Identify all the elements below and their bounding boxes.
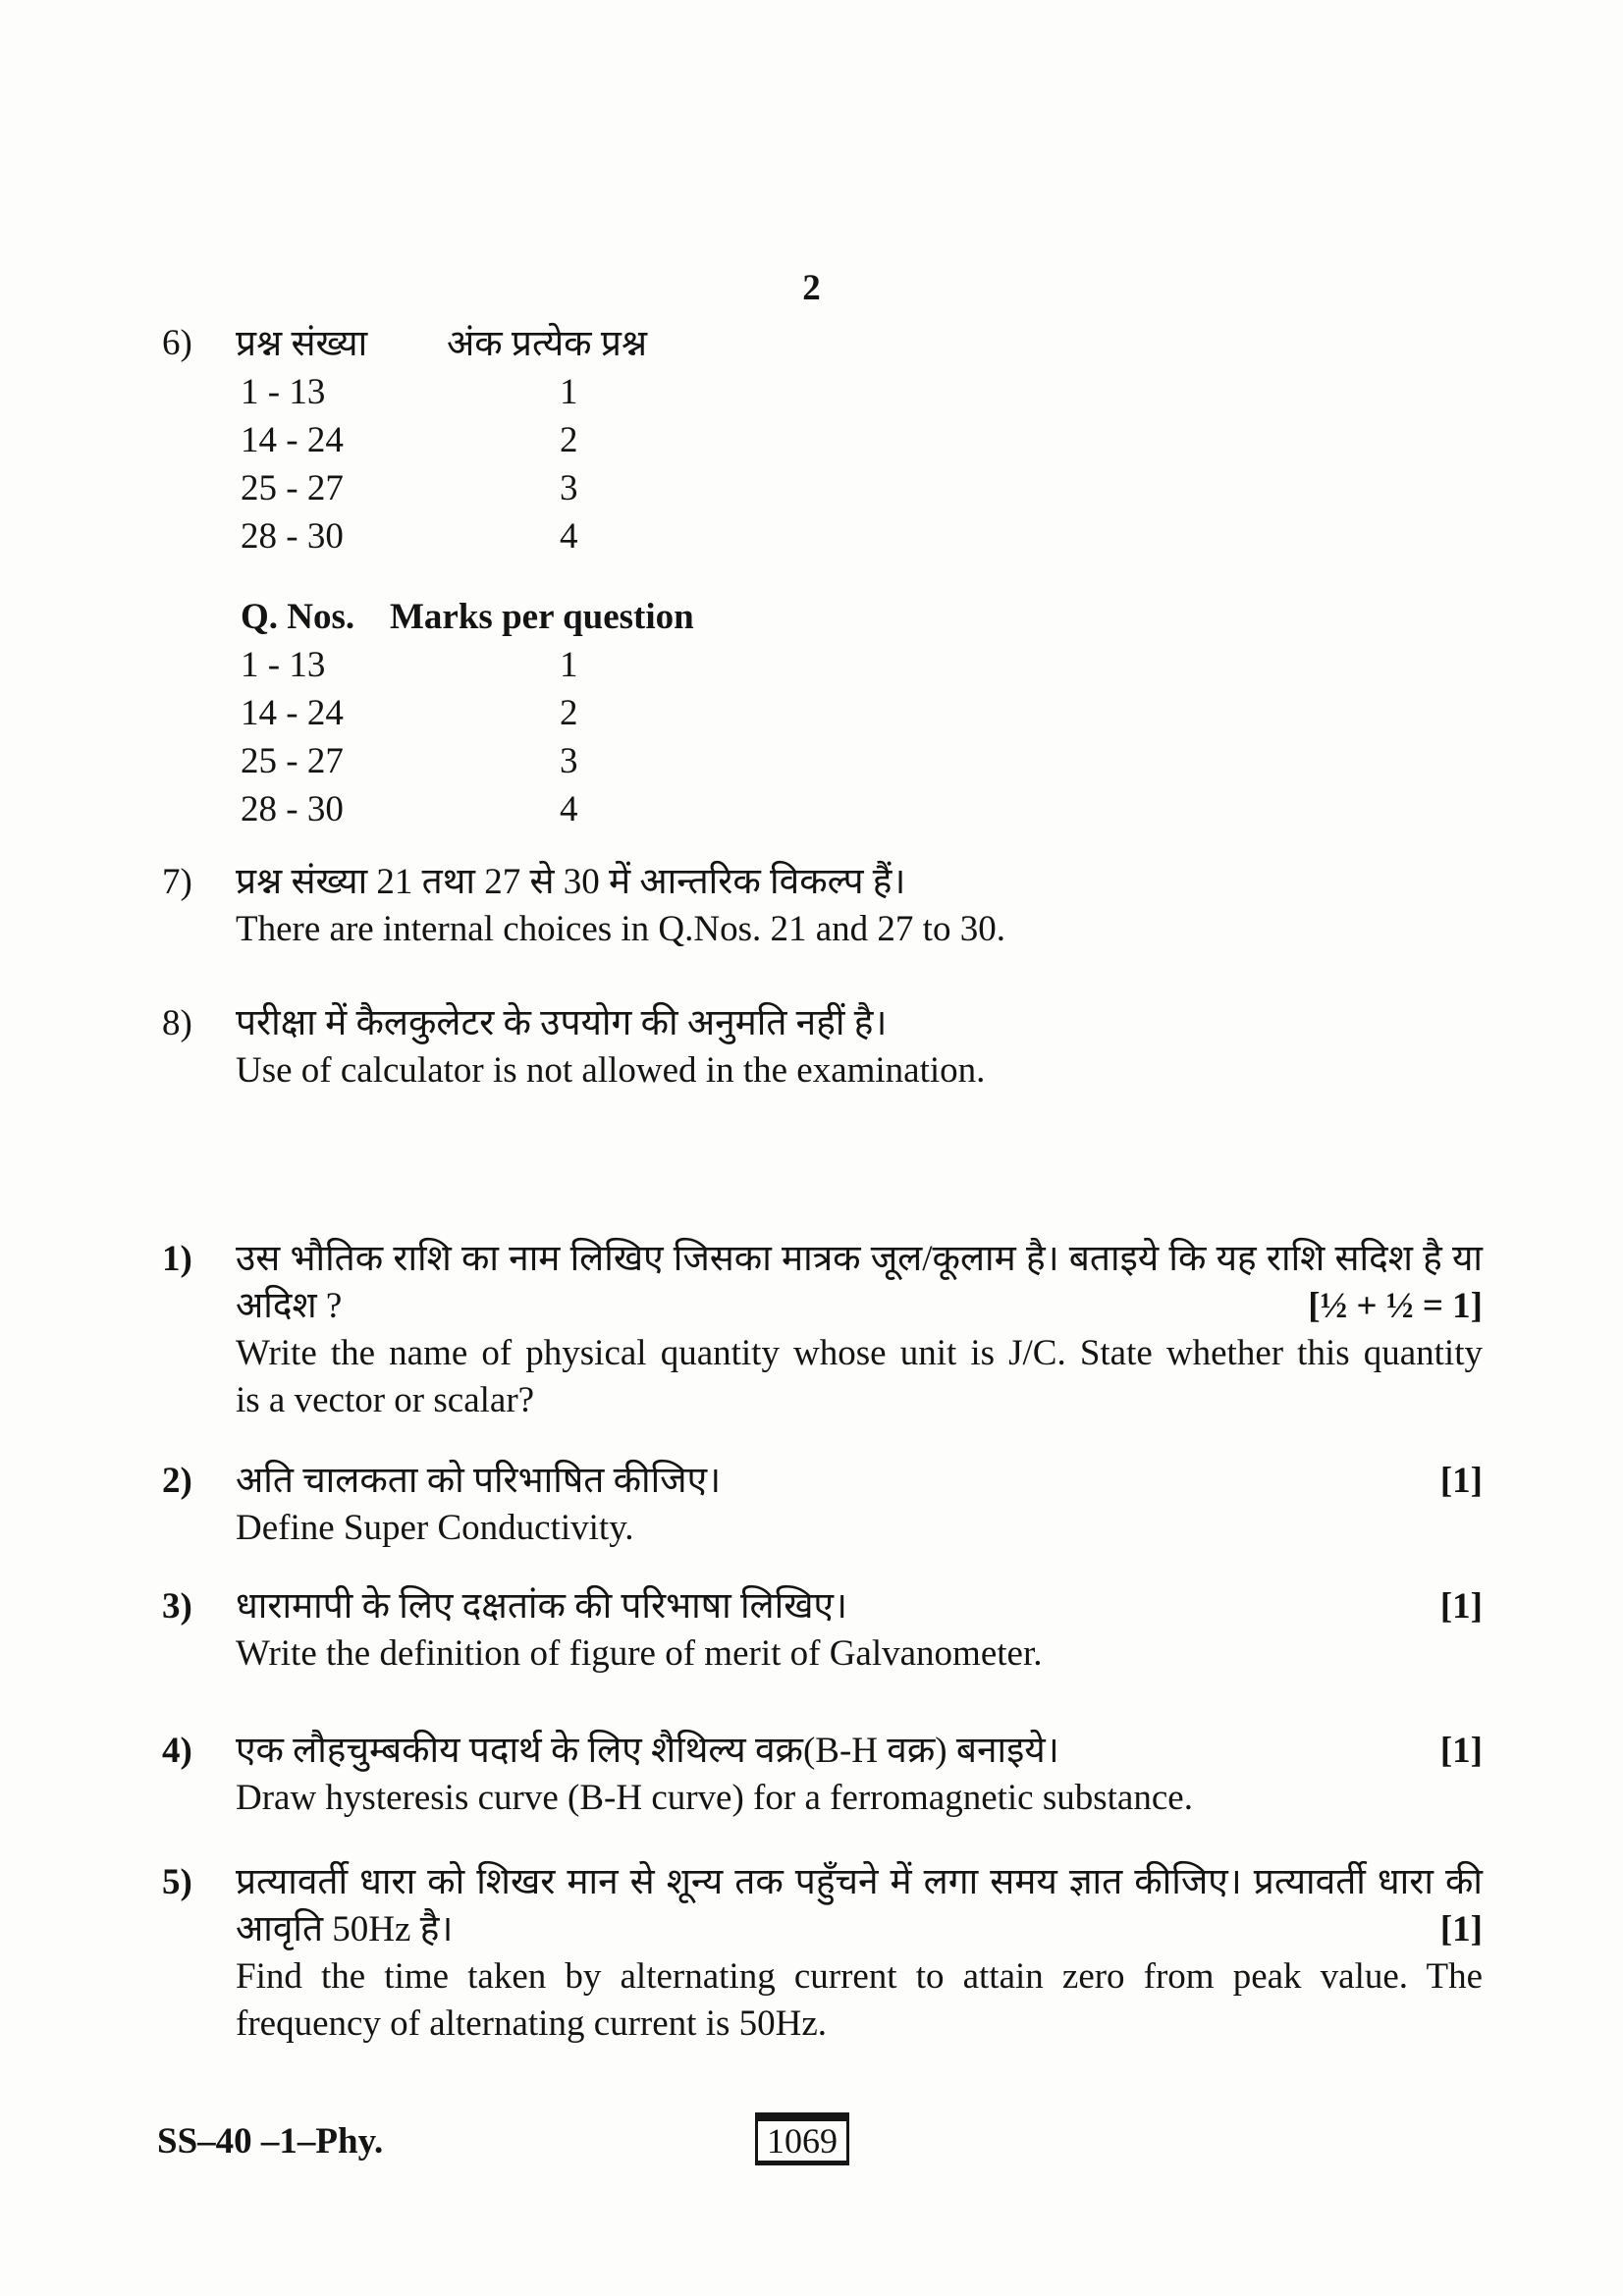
question-4 (162, 1728, 1483, 1822)
instruction-hindi: परीक्षा में कैलकुलेटर के उपयोग की अनुमति नहीं है। (236, 1003, 888, 1043)
hindi-table-header (236, 320, 1483, 368)
english-table-header-marks: Marks per question (390, 597, 694, 637)
qnos-range: 14 - 24 (241, 420, 344, 460)
question-number: 1) (162, 1239, 192, 1279)
qnos-range: 25 - 27 (241, 741, 344, 781)
question-english-line2: frequency of alternating current is 50Hz. (236, 2003, 828, 2044)
qnos-range: 25 - 27 (241, 468, 344, 508)
table-row (236, 416, 1483, 464)
question-number: 2) (162, 1461, 192, 1501)
question-3 (162, 1583, 1483, 1678)
question-marks: [1] (1439, 1731, 1483, 1771)
marks-value: 2 (560, 420, 578, 460)
question-marks: [1] (1439, 1461, 1483, 1501)
question-hindi: धारामापी के लिए दक्षतांक की परिभाषा लिखिए। (236, 1586, 847, 1627)
table-row (236, 512, 1483, 561)
table-row (236, 368, 1483, 416)
question-marks: [1] (1439, 1586, 1483, 1627)
marks-value: 1 (560, 372, 578, 412)
question-marks: [1] (1439, 1909, 1483, 1949)
qnos-range: 1 - 13 (241, 645, 326, 685)
table-row (236, 689, 1483, 737)
page-number: 2 (802, 268, 821, 308)
instruction-6 (162, 320, 1483, 833)
instruction-7 (162, 859, 1483, 953)
question-5 (162, 1859, 1483, 2048)
question-2 (162, 1458, 1483, 1552)
table-row (236, 737, 1483, 785)
table-row (236, 785, 1483, 833)
qnos-range: 28 - 30 (241, 516, 344, 557)
question-number: 3) (162, 1586, 192, 1627)
question-english-line1: Write the name of physical quantity whose unit is J/C. State whether this quantity (236, 1333, 1483, 1373)
question-english: Draw hysteresis curve (B-H curve) for a ferromagnetic substance. (236, 1778, 1193, 1818)
english-table-header (236, 593, 1483, 641)
question-marks: [½ + ½ = 1] (1308, 1286, 1483, 1326)
marks-value: 4 (560, 516, 578, 557)
question-number: 4) (162, 1731, 192, 1771)
instruction-english: There are internal choices in Q.Nos. 21 and 27 to 30. (236, 909, 1005, 949)
instruction-hindi: प्रश्न संख्या 21 तथा 27 से 30 में आन्तरिक विकल्प हैं। (236, 862, 906, 902)
marks-value: 3 (560, 741, 578, 781)
hindi-table-header-qnos: प्रश्न संख्या (236, 324, 368, 364)
question-hindi-line1: प्रत्यावर्ती धारा को शिखर मान से शून्य तक पहुँचने में लगा समय ज्ञात कीजिए। प्रत्यावर्ती धारा की (236, 1862, 1483, 1902)
marks-value: 2 (560, 693, 578, 733)
question-hindi-line1: उस भौतिक राशि का नाम लिखिए जिसका मात्रक जूल/कूलाम है। बताइये कि यह राशि सदिश है या (236, 1239, 1483, 1279)
item-number: 7) (162, 862, 192, 902)
table-row (236, 464, 1483, 512)
paper-code: 1069 (767, 2121, 838, 2161)
question-english-line1: Find the time taken by alternating current to attain zero from peak value. The (236, 1956, 1483, 1997)
instruction-english: Use of calculator is not allowed in the examination. (236, 1050, 986, 1091)
marks-value: 1 (560, 645, 578, 685)
hindi-table-header-marks: अंक प्रत्येक प्रश्न (447, 324, 648, 364)
question-number: 5) (162, 1862, 192, 1902)
table-row (236, 641, 1483, 689)
question-english: Define Super Conductivity. (236, 1508, 634, 1548)
item-number: 8) (162, 1003, 192, 1043)
marks-value: 3 (560, 468, 578, 508)
paper-code-box (755, 2112, 849, 2165)
question-hindi: एक लौहचुम्बकीय पदार्थ के लिए शैथिल्य वक्र(B-H वक्र) बनाइये। (236, 1731, 1059, 1771)
question-english: Write the definition of figure of merit of Galvanometer. (236, 1633, 1043, 1674)
question-hindi-line2: अदिश ? (236, 1286, 343, 1326)
instruction-8 (162, 1000, 1483, 1095)
marks-value: 4 (560, 789, 578, 829)
qnos-range: 1 - 13 (241, 372, 326, 412)
question-1 (162, 1236, 1483, 1424)
qnos-range: 28 - 30 (241, 789, 344, 829)
marks-tables (236, 320, 1483, 833)
paper-series-code: SS–40 –1–Phy. (157, 2121, 384, 2162)
question-hindi-line2: आवृति 50Hz है। (236, 1909, 454, 1949)
question-english-line2: is a vector or scalar? (236, 1380, 535, 1420)
question-hindi: अति चालकता को परिभाषित कीजिए। (236, 1461, 722, 1501)
item-number: 6) (162, 323, 192, 363)
qnos-range: 14 - 24 (241, 693, 344, 733)
english-table-header-qnos: Q. Nos. (241, 597, 355, 637)
